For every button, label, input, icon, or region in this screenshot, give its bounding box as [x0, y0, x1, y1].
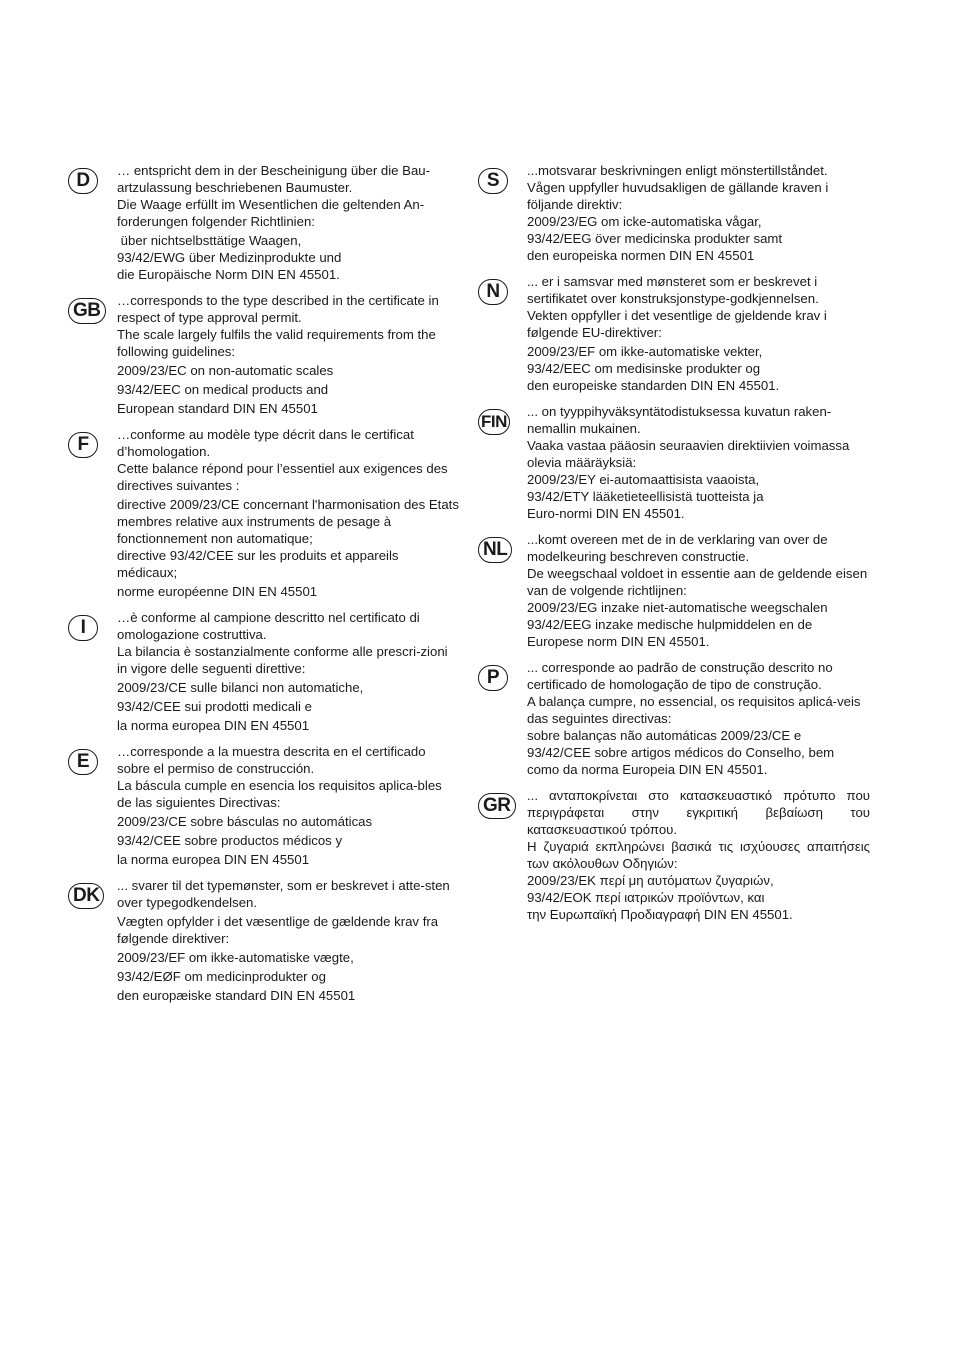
section-e-line-2: La báscula cumple en esencia los requisitos aplica-bles de las siguientes Directivas: — [117, 778, 442, 810]
section-gb-line-4: 93/42/EEC on medical products and — [117, 382, 329, 397]
section-d-line-1: … entspricht dem in der Bescheinigung über die Bau-artzulassung beschriebenen Baumuster. — [117, 163, 431, 195]
section-n-line-2: Vekten oppfyller i det vesentlige de gjeldende krav i følgende EU-direktiver: — [527, 308, 827, 340]
section-p — [478, 659, 870, 778]
section-gb-line-2: The scale largely fulfils the valid requirements from the following guidelines: — [117, 327, 436, 359]
section-f-line-2: Cette balance répond pour l’essentiel aux exigences des directives suivantes : — [117, 461, 448, 493]
section-nl-line-3: 2009/23/EG inzake niet-automatische weegschalen — [527, 600, 828, 615]
language-badge-i: I — [68, 615, 98, 641]
language-badge-d: D — [68, 168, 98, 194]
section-s-line-4: 93/42/EEG över medicinska produkter samt — [527, 231, 783, 246]
language-badge-e: E — [68, 749, 98, 775]
section-s — [478, 162, 870, 264]
section-p-line-4: 93/42/CEE sobre artigos médicos do Conselho, bem como da norma Europeia DIN EN 45501. — [527, 745, 835, 777]
section-dk-line-3: 2009/23/EF om ikke-automatiske vægte, — [117, 950, 354, 965]
section-n-line-5: den europeiske standarden DIN EN 45501. — [527, 378, 780, 393]
language-badge-dk: DK — [68, 883, 104, 909]
section-d-line-2: Die Waage erfüllt im Wesentlichen die geltenden An-forderungen folgender Richtlinien: — [117, 197, 425, 229]
language-badge-s: S — [478, 168, 508, 194]
section-fin-line-2: Vaaka vastaa pääosin seuraavien direktiivien voimassa olevia määräyksiä: — [527, 438, 850, 470]
language-badge-n: N — [478, 279, 508, 305]
section-dk-line-2: Vægten opfylder i det væsentlige de gældende krav fra følgende direktiver: — [117, 914, 439, 946]
section-e-line-3: 2009/23/CE sobre básculas no automáticas — [117, 814, 373, 829]
section-gr-line-2: Η ζυγαριά εκπληρώνει βασικά τις ισχύουσες απαιτήσεις των ακόλουθων Οδηγιών: — [527, 839, 870, 871]
section-i-line-4: 93/42/CEE sui prodotti medicali e — [117, 699, 312, 714]
section-dk-line-5: den europæiske standard DIN EN 45501 — [117, 988, 356, 1003]
section-s-line-1: ...motsvarar beskrivningen enligt mönstertillståndet. — [527, 163, 828, 178]
section-gr — [478, 787, 870, 923]
section-gr-line-1: ... ανταποκρίνεται στο κατασκευαστικό πρότυπο που περιγράφεται στην εγκριτική βεβαίωση του κατασκευαστικού τρόπου. — [527, 788, 870, 837]
right-column — [478, 162, 870, 923]
language-badge-fin: FIN — [478, 409, 510, 435]
section-dk-line-4: 93/42/EØF om medicinprodukter og — [117, 969, 326, 984]
section-gb-line-5: European standard DIN EN 45501 — [117, 401, 318, 416]
section-dk — [68, 877, 460, 1004]
section-f-line-4: directive 93/42/CEE sur les produits et appareils médicaux; — [117, 548, 399, 580]
section-e — [68, 743, 460, 868]
section-fin-line-1: ... on tyyppihyväksyntätodistuksessa kuvatun raken-nemallin mukainen. — [527, 404, 832, 436]
section-gr-line-4: 93/42/ΕΟΚ περί ιατρικών προϊόντων, και — [527, 890, 765, 905]
section-s-line-5: den europeiska normen DIN EN 45501 — [527, 248, 755, 263]
section-f-line-1: …conforme au modèle type décrit dans le certificat d’homologation. — [117, 427, 414, 459]
section-i — [68, 609, 460, 734]
section-gr-line-3: 2009/23/ΕΚ περί μη αυτόματων ζυγαριών, — [527, 873, 774, 888]
section-i-line-5: la norma europea DIN EN 45501 — [117, 718, 310, 733]
language-badge-nl: NL — [478, 537, 512, 563]
section-d — [68, 162, 460, 283]
section-nl-line-5: Europese norm DIN EN 45501. — [527, 634, 710, 649]
section-p-line-3: sobre balanças não automáticas 2009/23/CE e — [527, 728, 802, 743]
section-d-line-5: die Europäische Norm DIN EN 45501. — [117, 267, 340, 282]
language-badge-gr: GR — [478, 793, 516, 819]
section-gr-line-5: την Ευρωπαϊκή Προδιαγραφή DIN EN 45501. — [527, 907, 793, 922]
section-gb-line-1: …corresponds to the type described in the certificate in respect of type approval permit. — [117, 293, 439, 325]
section-n-line-1: ... er i samsvar med mønsteret som er beskrevet i sertifikatet over konstruksjonstype-godkjennelsen. — [527, 274, 819, 306]
section-n-line-4: 93/42/EEC om medisinske produkter og — [527, 361, 761, 376]
section-nl-line-1: ...komt overeen met de in de verklaring van over de modelkeuring beschreven constructie. — [527, 532, 828, 564]
section-fin — [478, 403, 870, 522]
section-f — [68, 426, 460, 600]
section-p-line-1: ... corresponde ao padrão de construção descrito no certificado de homologação de tipo de construção. — [527, 660, 833, 692]
section-i-line-2: La bilancia è sostanzialmente conforme alle prescri-zioni in vigore delle seguenti direttive: — [117, 644, 448, 676]
language-badge-f: F — [68, 432, 98, 458]
section-e-line-1: …corresponde a la muestra descrita en el certificado sobre el permiso de construcción. — [117, 744, 426, 776]
section-nl-line-2: De weegschaal voldoet in essentie aan de geldende eisen van de volgende richtlijnen: — [527, 566, 868, 598]
section-d-line-3: über nichtselbsttätige Waagen, — [117, 233, 302, 248]
left-column — [68, 162, 460, 1004]
section-i-line-1: …è conforme al campione descritto nel certificato di omologazione costruttiva. — [117, 610, 420, 642]
section-f-line-3: directive 2009/23/CE concernant l'harmonisation des Etats membres relative aux instruments de pesage à fonctionnement non automatique; — [117, 497, 459, 546]
language-badge-p: P — [478, 665, 508, 691]
section-d-line-4: 93/42/EWG über Medizinprodukte und — [117, 250, 342, 265]
section-nl — [478, 531, 870, 650]
section-n-line-3: 2009/23/EF om ikke-automatiske vekter, — [527, 344, 763, 359]
section-s-line-2: Vågen uppfyller huvudsakligen de gällande kraven i följande direktiv: — [527, 180, 829, 212]
section-dk-line-1: ... svarer til det typemønster, som er beskrevet i atte-sten over typegodkendelsen. — [117, 878, 450, 910]
section-gb — [68, 292, 460, 417]
language-badge-gb: GB — [68, 298, 106, 324]
section-i-line-3: 2009/23/CE sulle bilanci non automatiche, — [117, 680, 364, 695]
section-p-line-2: A balança cumpre, no essencial, os requisitos aplicá-veis das seguintes directivas: — [527, 694, 861, 726]
section-e-line-5: la norma europea DIN EN 45501 — [117, 852, 310, 867]
section-f-line-5: norme européenne DIN EN 45501 — [117, 584, 318, 599]
section-fin-line-4: 93/42/ETY lääketieteellisistä tuotteista ja — [527, 489, 764, 504]
section-gb-line-3: 2009/23/EC on non-automatic scales — [117, 363, 334, 378]
section-fin-line-3: 2009/23/EY ei-automaattisista vaaoista, — [527, 472, 760, 487]
section-e-line-4: 93/42/CEE sobre productos médicos y — [117, 833, 343, 848]
section-nl-line-4: 93/42/EEG inzake medische hulpmiddelen en de — [527, 617, 813, 632]
section-n — [478, 273, 870, 394]
section-s-line-3: 2009/23/EG om icke-automatiska vågar, — [527, 214, 762, 229]
section-fin-line-5: Euro-normi DIN EN 45501. — [527, 506, 685, 521]
